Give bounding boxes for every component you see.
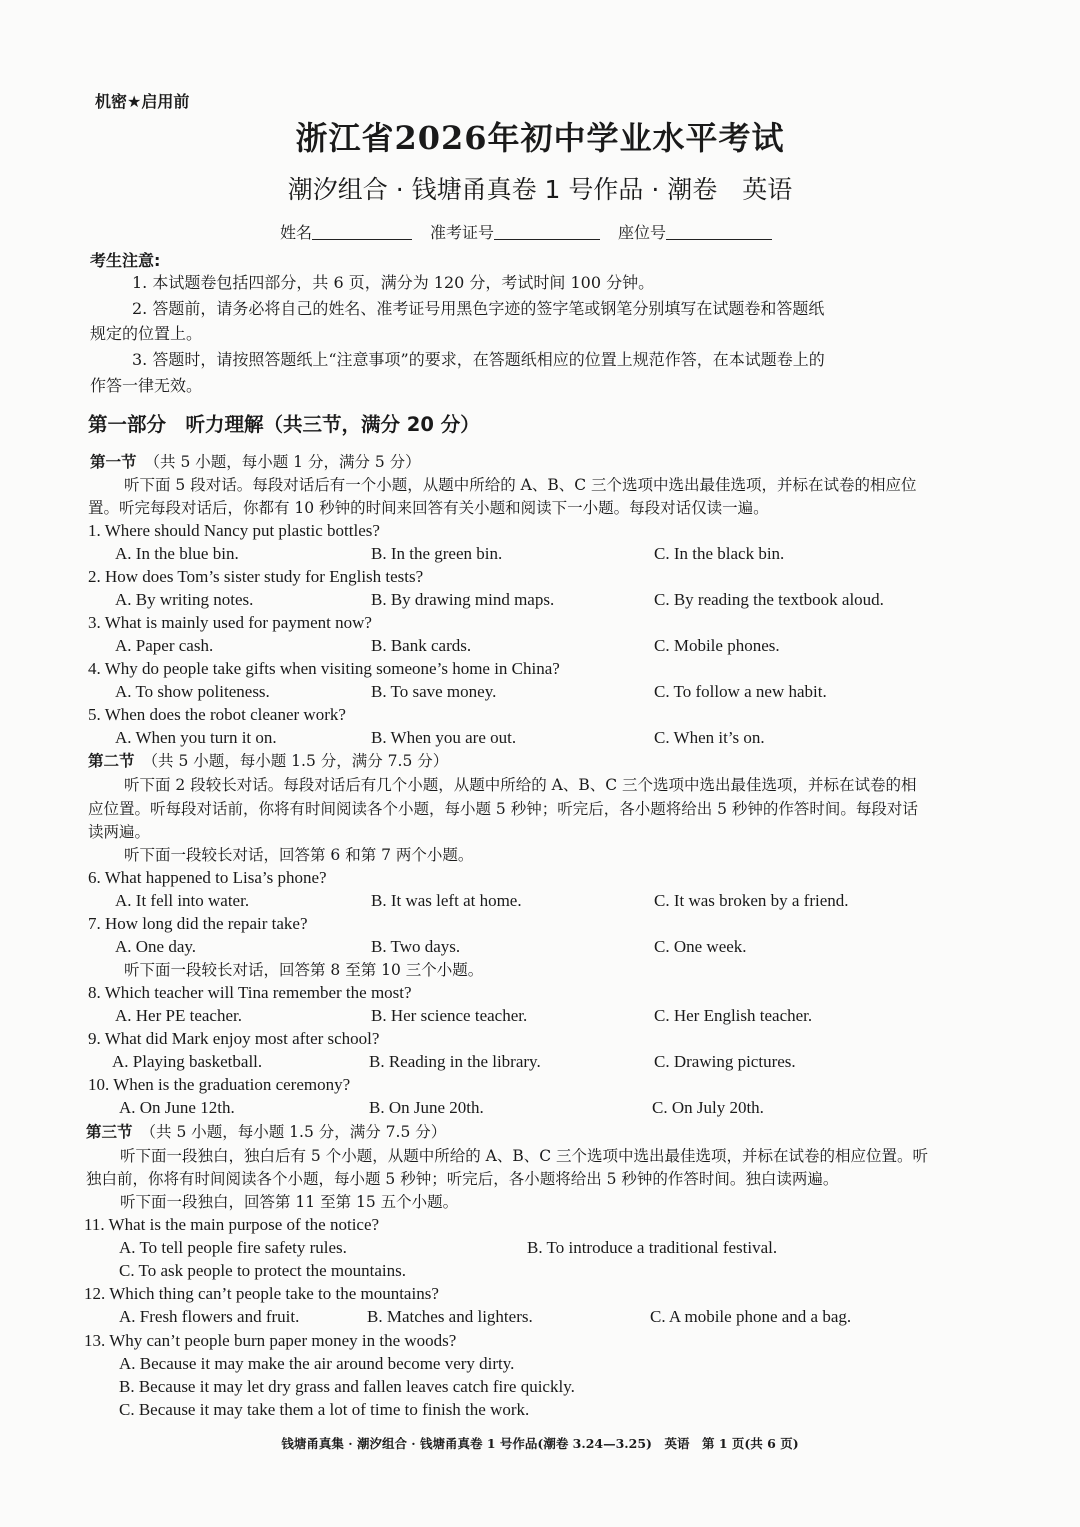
exam-subtitle: 潮汐组合 · 钱塘甬真卷 1 号作品 · 潮卷 英语 [287,175,793,204]
option-8c: C. Her English teacher. [654,1006,813,1025]
question-8: 8. Which teacher will Tina remember the most? [88,983,412,1002]
option-9a: A. Playing basketball. [112,1052,263,1071]
option-8a: A. Her PE teacher. [115,1006,242,1025]
option-4a: A. To show politeness. [115,682,270,701]
admission-number-label: 准考证号 [430,223,495,242]
option-4b: B. To save money. [371,682,497,701]
exam-title: 浙江省2026年初中学业水平考试 [295,119,785,157]
part-1-title: 第一部分 听力理解（共三节，满分 20 分） [88,413,480,436]
option-7a: A. One day. [115,937,197,956]
section-1-name: 第一节 [90,453,137,471]
section-3-info: （共 5 小题，每小题 1.5 分，满分 7.5 分） [140,1123,447,1141]
option-11b: B. To introduce a traditional festival. [527,1238,778,1257]
question-11: 11. What is the main purpose of the notice? [84,1215,380,1234]
option-4c: C. To follow a new habit. [654,682,827,701]
option-5a: A. When you turn it on. [115,728,277,747]
section-2-instructions-line-2: 应位置。听每段对话前，你将有时间阅读各个小题，每小题 5 秒钟；听完后，各小题将给出 5 秒钟的作答时间。每段对话 [88,800,918,818]
option-1b: B. In the green bin. [371,544,503,563]
question-6: 6. What happened to Lisa’s phone? [88,868,327,887]
section-2-sub-instruction-1: 听下面一段较长对话，回答第 6 和第 7 两个小题。 [124,846,474,864]
option-5b: B. When you are out. [371,728,517,747]
section-2-info: （共 5 小题，每小题 1.5 分，满分 7.5 分） [142,752,449,770]
option-11c: C. To ask people to protect the mountains. [119,1261,406,1280]
section-2-instructions-line-3: 读两遍。 [88,823,151,841]
notice-heading: 考生注意: [90,251,161,270]
option-11a: A. To tell people fire safety rules. [119,1238,347,1257]
option-1c: C. In the black bin. [654,544,785,563]
option-6a: A. It fell into water. [115,891,250,910]
option-12c: C. A mobile phone and a bag. [650,1307,852,1326]
section-2-name: 第二节 [88,752,135,770]
option-10a: A. On June 12th. [119,1098,235,1117]
question-7: 7. How long did the repair take? [88,914,308,933]
option-12a: A. Fresh flowers and fruit. [119,1307,300,1326]
section-2-sub-instruction-2: 听下面一段较长对话，回答第 8 至第 10 三个小题。 [124,961,484,979]
option-6b: B. It was left at home. [371,891,522,910]
question-1: 1. Where should Nancy put plastic bottles? [88,521,380,540]
section-3-instructions-line-2: 独白前，你将有时间阅读各个小题，每小题 5 秒钟；听完后，各小题将给出 5 秒钟的作答时间。独白读两遍。 [86,1170,839,1188]
question-13: 13. Why can’t people burn paper money in the woods? [84,1331,457,1350]
option-7c: C. One week. [654,937,747,956]
admission-number-blank [494,223,600,240]
notice-item-2-line-1: 2. 答题前，请务必将自己的姓名、准考证号用黑色字迹的签字笔或钢笔分别填写在试题卷和答题纸 [132,299,825,318]
seat-number-blank [666,223,772,240]
option-6c: C. It was broken by a friend. [654,891,849,910]
question-2: 2. How does Tom’s sister study for English tests? [88,567,424,586]
question-12: 12. Which thing can’t people take to the mountains? [84,1284,439,1303]
option-13b: B. Because it may let dry grass and fallen leaves catch fire quickly. [119,1377,575,1396]
notice-item-3-line-1: 3. 答题时，请按照答题纸上“注意事项”的要求，在答题纸相应的位置上规范作答，在本试题卷上的 [132,350,825,369]
confidential-label: 机密★启用前 [95,92,190,111]
question-4: 4. Why do people take gifts when visiting someone’s home in China? [88,659,560,678]
option-3b: B. Bank cards. [371,636,472,655]
option-8b: B. Her science teacher. [371,1006,528,1025]
option-10c: C. On July 20th. [652,1098,764,1117]
option-7b: B. Two days. [371,937,461,956]
question-9: 9. What did Mark enjoy most after school? [88,1029,380,1048]
option-3c: C. Mobile phones. [654,636,780,655]
option-13a: A. Because it may make the air around become very dirty. [119,1354,515,1373]
section-2-heading [88,751,448,771]
section-3-sub-instruction-1: 听下面一段独白，回答第 11 至第 15 五个小题。 [120,1193,459,1211]
section-1-instructions-line-1: 听下面 5 段对话。每段对话后有一个小题，从题中所给的 A、B、C 三个选项中选出最佳选项，并标在试卷的相应位 [124,476,917,494]
notice-item-3-line-2: 作答一律无效。 [90,376,203,395]
option-5c: C. When it’s on. [654,728,765,747]
option-2a: A. By writing notes. [115,590,254,609]
section-1-heading [90,452,421,472]
option-2b: B. By drawing mind maps. [371,590,555,609]
name-label: 姓名 [280,223,313,242]
section-3-instructions-line-1: 听下面一段独白，独白后有 5 个小题，从题中所给的 A、B、C 三个选项中选出最佳选项，并标在试卷的相应位置。听 [120,1147,929,1165]
option-10b: B. On June 20th. [369,1098,484,1117]
question-10: 10. When is the graduation ceremony? [88,1075,351,1094]
option-9b: B. Reading in the library. [369,1052,541,1071]
name-blank [312,223,412,240]
page-footer: 钱塘甬真集 · 潮汐组合 · 钱塘甬真卷 1 号作品(潮卷 3.24—3.25) 英语 第 1 页(共 6 页) [281,1436,799,1451]
option-2c: C. By reading the textbook aloud. [654,590,884,609]
notice-item-2-line-2: 规定的位置上。 [90,324,203,343]
question-3: 3. What is mainly used for payment now? [88,613,372,632]
option-13c: C. Because it may take them a lot of time to finish the work. [119,1400,530,1419]
option-3a: A. Paper cash. [115,636,214,655]
option-1a: A. In the blue bin. [115,544,239,563]
option-12b: B. Matches and lighters. [367,1307,533,1326]
seat-number-label: 座位号 [618,223,667,242]
notice-item-1: 1. 本试题卷包括四部分，共 6 页，满分为 120 分，考试时间 100 分钟。 [132,273,655,292]
section-3-heading [86,1122,446,1142]
section-2-instructions-line-1: 听下面 2 段较长对话。每段对话后有几个小题，从题中所给的 A、B、C 三个选项中选出最佳选项，并标在试卷的相 [124,776,917,794]
section-1-info: （共 5 小题，每小题 1 分，满分 5 分） [144,453,421,471]
candidate-info-fields [280,223,772,243]
option-9c: C. Drawing pictures. [654,1052,796,1071]
section-1-instructions-line-2: 置。听完每段对话后，你都有 10 秒钟的时间来回答有关小题和阅读下一小题。每段对话仅读一遍。 [88,499,769,517]
question-5: 5. When does the robot cleaner work? [88,705,346,724]
section-3-name: 第三节 [86,1123,133,1141]
